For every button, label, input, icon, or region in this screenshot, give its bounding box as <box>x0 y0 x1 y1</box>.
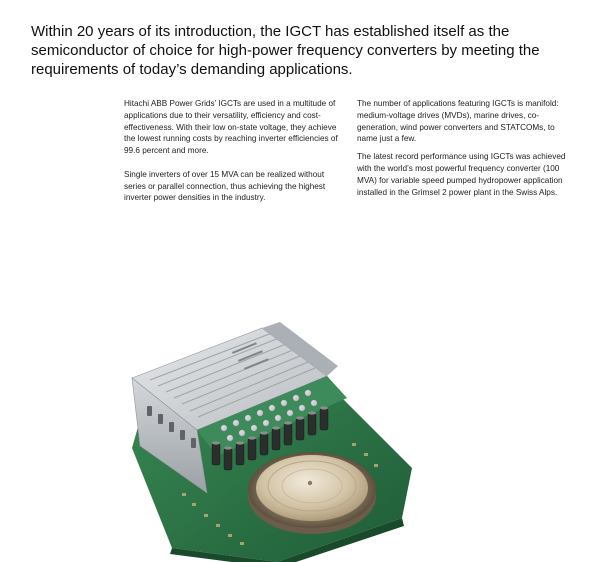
right-text-column <box>357 98 575 204</box>
left-paragraph-2: Single inverters of over 15 MVA can be realized without series or parallel connection, thus achieving the highest inverter power densities in the industry. <box>124 169 326 203</box>
left-paragraph-1: Hitachi ABB Power Grids’ IGCTs are used in a multitude of applications due to their versatility, efficiency and cost-effectiveness. With their low on-state voltage, they achieve the lowest running costs by reaching inverter efficiencies of 99.6 percent and more. <box>124 99 338 156</box>
right-paragraph-2: The latest record performance using IGCTs was achieved with the world’s most powerful frequency converter (100 MVA) for variable speed pumped hydropower application installed in the Grimsel 2 power plant in the Swiss Alps. <box>357 152 566 197</box>
igct-module-photo <box>112 318 422 562</box>
right-paragraph-1: The number of applications featuring IGCTs is manifold: medium-voltage drives (MVDs), marine drives, co-generation, wind power converters and STATCOMs, to name just a few. <box>357 99 559 144</box>
left-text-column <box>124 98 338 216</box>
igct-press-pack-disc <box>248 452 376 534</box>
intro-paragraph: Within 20 years of its introduction, the IGCT has established itself as the semiconductor of choice for high-power frequency converters by meeting the requirements of today’s demanding applications. <box>31 23 540 78</box>
